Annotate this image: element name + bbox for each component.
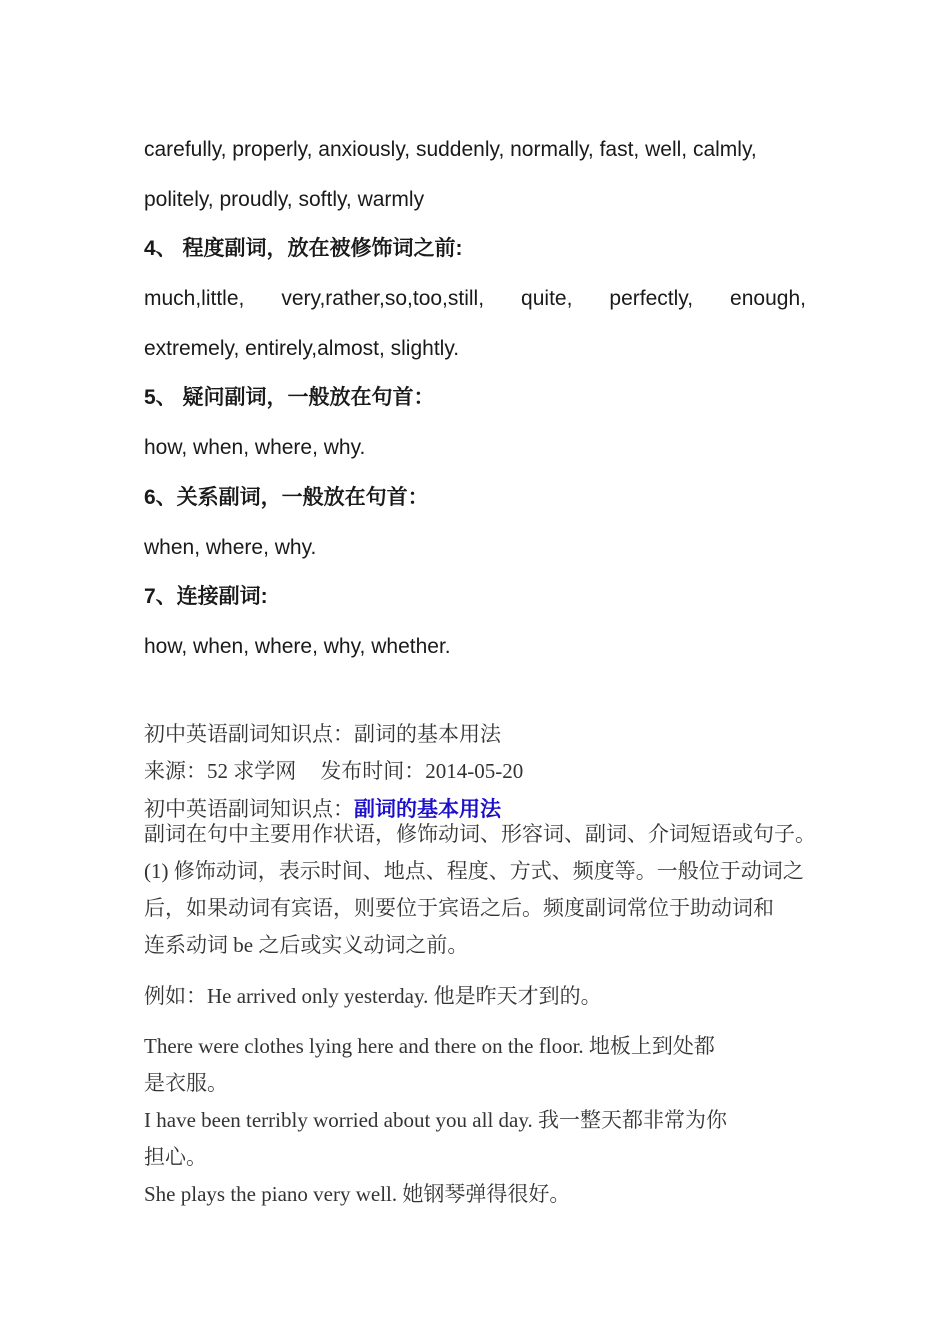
example-english: I have been terribly worried about you all day. bbox=[144, 1108, 533, 1132]
degree-adverbs-line: extremely, entirely,almost, slightly. bbox=[144, 337, 460, 360]
degree-word: much,little, bbox=[144, 287, 245, 310]
example-chinese: 我一整天都非常为你 bbox=[532, 1108, 727, 1132]
example-4 bbox=[144, 1180, 570, 1208]
section-heading-5: 5、 疑问副词，一般放在句首： bbox=[144, 386, 435, 409]
example-2 bbox=[144, 1032, 715, 1060]
adverb-list-line: politely, proudly, softly, warmly bbox=[144, 188, 425, 211]
paragraph-line: 连系动词 be 之后或实义动词之前。 bbox=[144, 933, 469, 957]
conjunctive-adverbs: how, when, where, why, whether. bbox=[144, 635, 451, 658]
example-1 bbox=[144, 982, 602, 1010]
degree-adverbs-line bbox=[144, 285, 806, 313]
degree-word: perfectly, bbox=[609, 287, 694, 310]
section-heading-4: 4、 程度副词，放在被修饰词之前: bbox=[144, 237, 463, 260]
example-english: There were clothes lying here and there on the floor. bbox=[144, 1034, 584, 1058]
example-chinese: 地板上到处都 bbox=[583, 1034, 715, 1058]
adverb-list-line: carefully, properly, anxiously, suddenly, normally, fast, well, calmly, bbox=[144, 138, 757, 161]
paragraph-line: 后，如果动词有宾语，则要位于宾语之后。频度副词常位于助动词和 bbox=[144, 896, 774, 920]
subtitle-link[interactable]: 副词的基本用法 bbox=[354, 798, 501, 821]
paragraph-line: (1) 修饰动词，表示时间、地点、程度、方式、频度等。一般位于动词之 bbox=[144, 859, 804, 883]
example-3 bbox=[144, 1106, 727, 1134]
degree-word: very,rather,so,too,still, bbox=[281, 287, 485, 310]
intro-paragraph: 副词在句中主要用作状语，修饰动词、形容词、副词、介词短语或句子。 bbox=[144, 822, 816, 846]
article-title: 初中英语副词知识点：副词的基本用法 bbox=[144, 722, 501, 746]
example-english: She plays the piano very well. bbox=[144, 1182, 398, 1206]
example-2-cont: 是衣服。 bbox=[144, 1071, 228, 1095]
example-3-cont: 担心。 bbox=[144, 1145, 207, 1169]
example-chinese: 他是昨天才到的。 bbox=[428, 984, 602, 1008]
example-chinese: 她钢琴弹得很好。 bbox=[397, 1182, 571, 1206]
article-source: 来源：52 求学网 bbox=[144, 759, 297, 783]
article-meta bbox=[144, 757, 523, 785]
example-english: He arrived only yesterday. bbox=[207, 984, 429, 1008]
section-heading-6: 6、关系副词，一般放在句首： bbox=[144, 486, 429, 509]
degree-word: quite, bbox=[521, 287, 573, 310]
relative-adverbs: when, where, why. bbox=[144, 536, 317, 559]
degree-word: enough, bbox=[730, 287, 806, 310]
example-label: 例如： bbox=[144, 984, 207, 1008]
interrogative-adverbs: how, when, where, why. bbox=[144, 436, 366, 459]
subtitle-prefix: 初中英语副词知识点： bbox=[144, 797, 354, 821]
publish-date: 发布时间：2014-05-20 bbox=[320, 759, 524, 783]
section-heading-7: 7、连接副词: bbox=[144, 585, 268, 608]
